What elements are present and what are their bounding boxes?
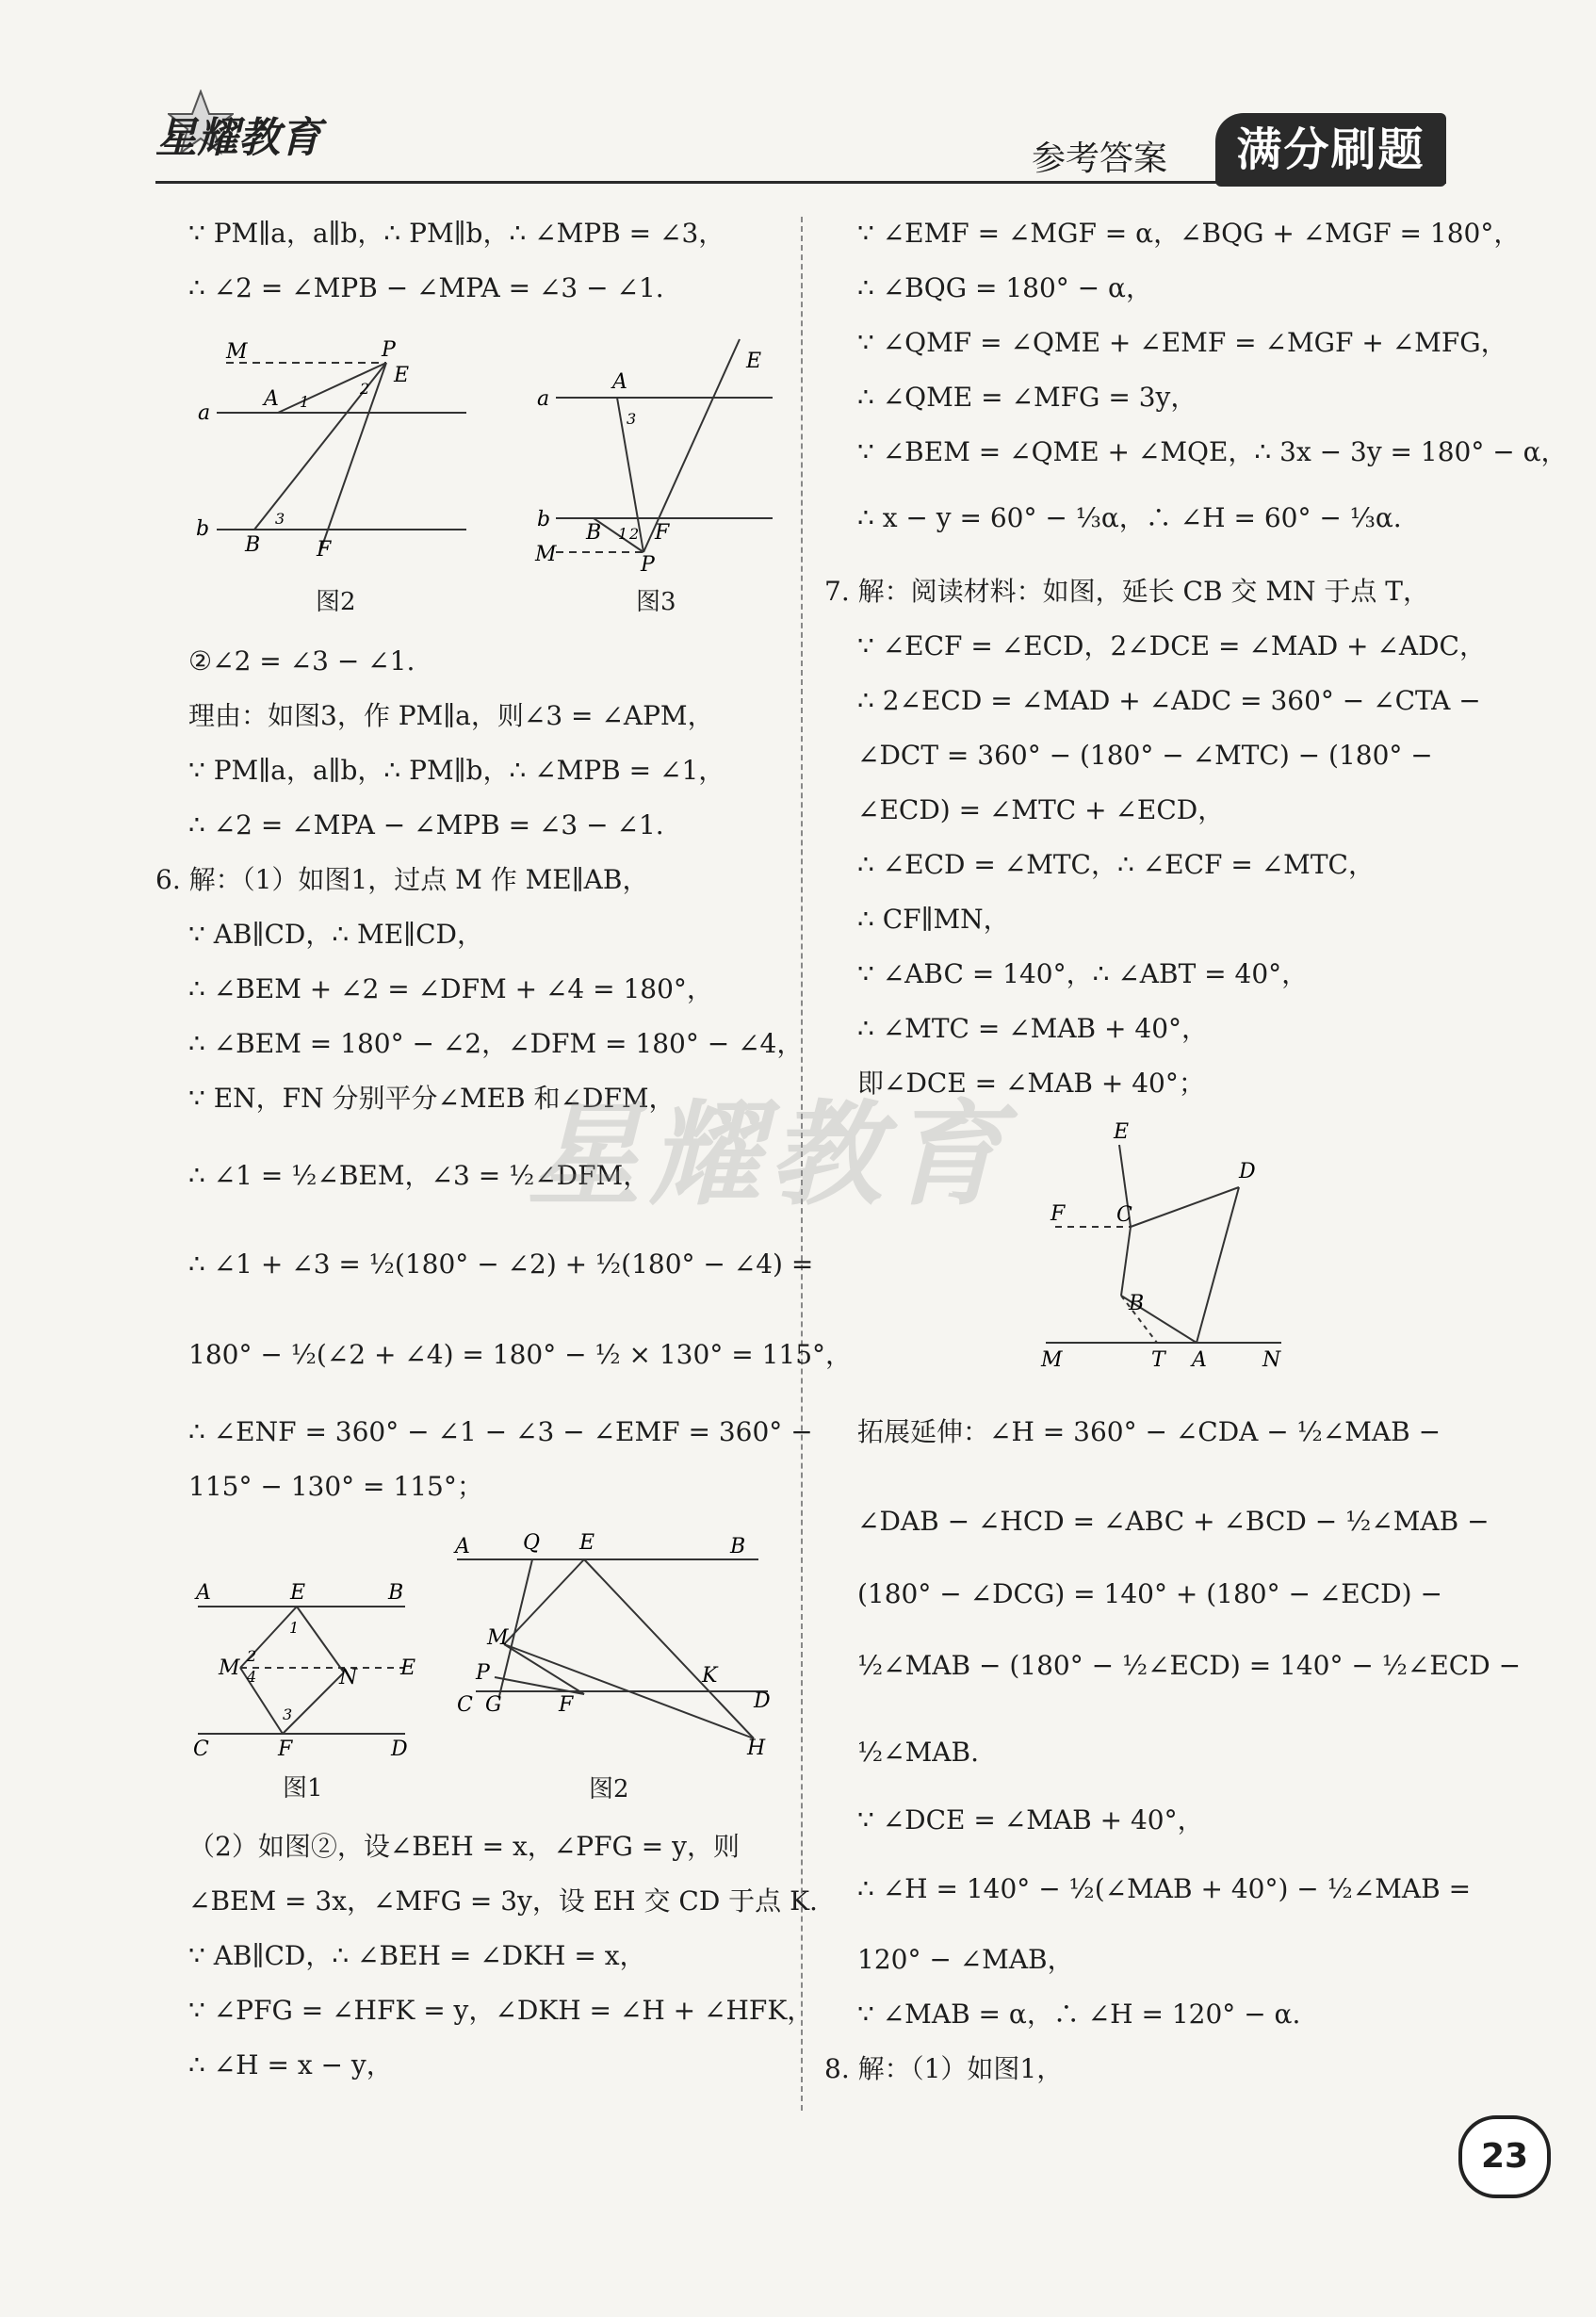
svg-text:3: 3 [283,1705,293,1723]
svg-text:T: T [1151,1348,1165,1372]
figure-1-angle-bisectors [188,1569,433,1803]
text-line: ∵ AB∥CD，∴ ∠BEH = ∠DKH = x， [188,1940,646,1971]
text-line: 理由：如图3，作 PM∥a，则∠3 = ∠APM， [188,700,714,731]
figure-caption: 图2 [589,1775,629,1803]
text-line: ∴ ∠H = 140° − ½(∠MAB + 40°) − ½∠MAB = [857,1873,1472,1904]
text-line: ∴ ∠2 = ∠MPB − ∠MPA = ∠3 − ∠1. [188,272,664,303]
svg-text:K: K [702,1664,718,1688]
text-line: ∠DCT = 360° − (180° − ∠MTC) − (180° − [857,740,1433,771]
svg-text:4: 4 [247,1668,257,1686]
text-line: ∠ECD) = ∠MTC + ∠ECD， [857,794,1225,825]
text-line: ∴ ∠BEM + ∠2 = ∠DFM + ∠4 = 180°， [188,973,713,1004]
svg-text:M: M [1041,1348,1063,1372]
svg-text:F: F [317,538,332,562]
text-line: ∠DAB − ∠HCD = ∠ABC + ∠BCD − ½∠MAB − [857,1506,1490,1537]
svg-text:b: b [196,517,210,541]
svg-text:E: E [1114,1120,1130,1144]
svg-text:B: B [388,1581,404,1605]
svg-text:A: A [612,370,627,394]
text-line: ∴ CF∥MN， [857,904,1010,935]
svg-text:D: D [391,1738,408,1761]
svg-text:A: A [196,1581,211,1605]
figure-problem-7 [1027,1112,1300,1379]
svg-text:F: F [278,1738,293,1761]
svg-text:2: 2 [247,1647,257,1665]
text-line: ∵ PM∥a，a∥b，∴ PM∥b，∴ ∠MPB = ∠3， [188,218,725,249]
svg-text:M: M [226,340,248,364]
problem-6-heading: 6. 解：（1）如图1，过点 M 作 ME∥AB， [155,864,649,895]
text-line: ∴ x − y = 60° − ⅓α，∴ ∠H = 60° − ⅓α. [857,502,1402,533]
text-line: ②∠2 = ∠3 − ∠1. [188,645,415,677]
text-line: ∴ ∠BQG = 180° − α， [857,272,1152,303]
svg-text:Q: Q [523,1531,541,1555]
svg-text:2: 2 [360,380,370,398]
svg-text:C: C [457,1693,473,1717]
text-line: ∵ ∠EMF = ∠MGF = α，∠BQG + ∠MGF = 180°， [857,218,1521,249]
text-line: 即∠DCE = ∠MAB + 40°； [857,1068,1205,1099]
text-line: 180° − ½(∠2 + ∠4) = 180° − ½ × 130° = 115°， [188,1339,853,1370]
svg-text:B: B [586,521,602,545]
svg-text:M: M [487,1626,509,1650]
svg-text:F: F [655,521,670,545]
svg-text:C: C [1116,1203,1132,1227]
svg-text:P: P [476,1661,490,1685]
svg-text:H: H [747,1737,766,1760]
svg-text:A: A [1192,1348,1207,1372]
figure-2-triangle-lines [448,1526,787,1803]
svg-text:P: P [382,338,396,362]
watermark: 星耀教育 [528,1090,1010,1221]
svg-text:1: 1 [289,1619,300,1637]
svg-text:3: 3 [627,410,637,428]
svg-text:B: B [730,1535,746,1558]
figure-2-parallel-lines [188,330,490,616]
text-line: ∴ ∠ENF = 360° − ∠1 − ∠3 − ∠EMF = 360° − [188,1416,813,1447]
svg-text:E: E [290,1581,306,1605]
problem-7-heading: 7. 解：阅读材料：如图，延长 CB 交 MN 于点 T， [824,576,1429,607]
svg-text:3: 3 [275,510,285,528]
text-line: ∴ ∠MTC = ∠MAB + 40°， [857,1013,1209,1044]
text-line: ∴ ∠QME = ∠MFG = 3y， [857,382,1197,413]
svg-text:F: F [1050,1202,1066,1226]
figure-caption: 图1 [283,1774,323,1803]
text-line: ∴ ∠BEM = 180° − ∠2，∠DFM = 180° − ∠4， [188,1028,804,1059]
text-line: ½∠MAB. [857,1737,979,1768]
svg-text:2: 2 [629,525,640,543]
text-line: ∴ ∠1 = ½∠BEM，∠3 = ½∠DFM， [188,1160,650,1191]
text-line: ∴ 2∠ECD = ∠MAD + ∠ADC = 360° − ∠CTA − [857,685,1481,716]
svg-text:1: 1 [618,525,628,543]
page-number: 23 [1458,2115,1551,2198]
text-line: ∴ ∠2 = ∠MPA − ∠MPB = ∠3 − ∠1. [188,809,664,840]
svg-text:M: M [535,543,557,566]
svg-text:D: D [1239,1160,1256,1183]
svg-text:a: a [537,387,550,411]
page-header [0,0,1596,188]
svg-text:B: B [245,533,261,557]
text-line: ∵ ∠ECF = ∠ECD，2∠DCE = ∠MAD + ∠ADC， [857,630,1486,661]
svg-text:F: F [559,1693,574,1717]
svg-text:M: M [219,1656,240,1680]
text-line: ∵ ∠MAB = α，∴ ∠H = 120° − α. [857,1999,1301,2030]
svg-text:E: E [400,1656,416,1680]
text-line: ∴ ∠H = x − y， [188,2049,393,2080]
text-line: ∠BEM = 3x，∠MFG = 3y，设 EH 交 CD 于点 K. [188,1885,818,1917]
text-line: ∴ ∠ECD = ∠MTC，∴ ∠ECF = ∠MTC， [857,849,1375,880]
svg-text:E: E [394,364,410,387]
text-line: ∵ ∠ABC = 140°，∴ ∠ABT = 40°， [857,958,1309,989]
svg-text:1: 1 [300,393,310,411]
svg-text:B: B [1129,1292,1145,1315]
svg-text:E: E [579,1531,595,1555]
text-line: （2）如图②，设∠BEH = x，∠PFG = y，则 [188,1831,740,1862]
problem-8-heading: 8. 解：（1）如图1， [824,2053,1064,2084]
svg-text:A: A [455,1535,470,1558]
figure-caption: 图3 [636,588,676,616]
svg-text:b: b [537,508,551,531]
text-line: ∵ ∠QMF = ∠QME + ∠EMF = ∠MGF + ∠MFG， [857,327,1507,358]
figure-caption: 图2 [316,588,356,616]
svg-text:P: P [641,553,655,575]
text-line: ∵ PM∥a，a∥b，∴ PM∥b，∴ ∠MPB = ∠1， [188,755,725,786]
text-line: ∵ AB∥CD，∴ ME∥CD， [188,919,483,950]
figure-3-parallel-lines [528,330,791,616]
text-line: ∵ ∠PFG = ∠HFK = y，∠DKH = ∠H + ∠HFK， [188,1995,814,2026]
section-label: 参考答案 [1032,139,1168,178]
text-line: (180° − ∠DCG) = 140° + (180° − ∠ECD) − [857,1578,1442,1609]
brand-badge: 满分刷题 [1215,113,1446,187]
svg-text:C: C [193,1738,209,1761]
header-rule [155,181,1446,184]
text-line: 120° − ∠MAB， [857,1944,1074,1975]
svg-text:D: D [754,1689,771,1713]
text-line: ∴ ∠1 + ∠3 = ½(180° − ∠2) + ½(180° − ∠4) = [188,1248,814,1280]
text-line: ∵ ∠BEM = ∠QME + ∠MQE，∴ 3x − 3y = 180° − α， [857,436,1568,467]
svg-text:A: A [264,387,279,411]
text-line: ∵ EN，FN 分别平分∠MEB 和∠DFM， [188,1083,676,1114]
svg-text:a: a [198,401,211,425]
svg-text:E: E [746,350,762,373]
publisher-logo: 星耀教育 [155,114,321,162]
text-line: ∵ ∠DCE = ∠MAB + 40°， [857,1804,1204,1836]
svg-text:N: N [339,1666,358,1689]
text-line: 115° − 130° = 115°； [188,1471,483,1502]
svg-text:G: G [485,1693,502,1717]
text-line: ½∠MAB − (180° − ½∠ECD) = 140° − ½∠ECD − [857,1650,1522,1681]
svg-text:N: N [1262,1348,1281,1372]
text-line: 拓展延伸：∠H = 360° − ∠CDA − ½∠MAB − [857,1416,1441,1447]
